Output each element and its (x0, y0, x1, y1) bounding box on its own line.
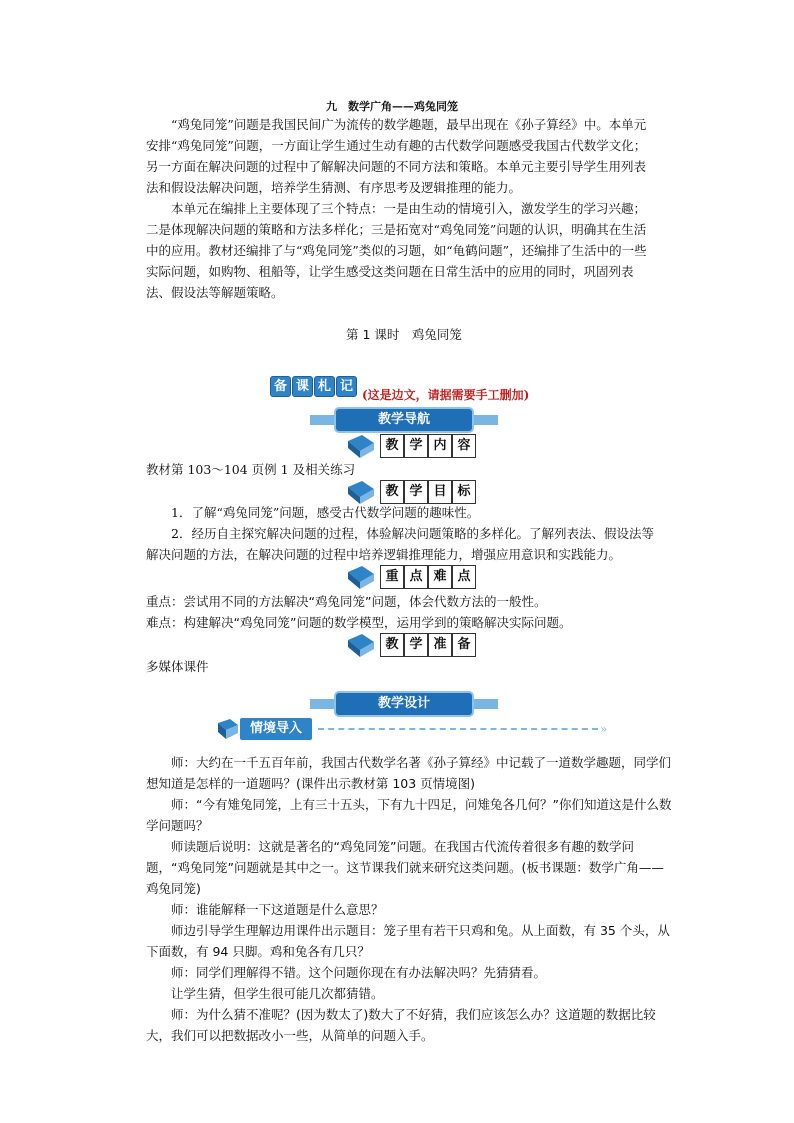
header-char: 教 (380, 434, 404, 458)
margin-note-hint: (这是边文，请据需要手工删加) (362, 388, 530, 402)
ribbon-label: 教学导航 (336, 409, 472, 431)
book-icon (346, 433, 376, 459)
header-char: 准 (428, 633, 452, 657)
ribbon-wing-right (468, 699, 498, 709)
goal-item: 1．了解“鸡兔同笼”问题，感受古代数学问题的趣味性。 (171, 505, 480, 520)
lesson-dialogue (146, 752, 676, 1046)
header-char: 学 (404, 434, 428, 458)
intro-paragraph: “鸡兔同笼”问题是我国民间广为流传的数学趣题，最早出现在《孙子算经》中。本单元安排“鸡兔同笼”问题，一方面让学生通过生动有趣的古代数学问题感受我国古代数学文化；另一方面在解决问题的过程中了解解决问题的不同方法和策略。本单元主要引导学生用列表法和假设法解决问题，培养学生猜测、有序思考及逻辑推理的能力。 (146, 117, 647, 195)
book-icon (216, 717, 240, 741)
badge-char: 备 (270, 376, 291, 397)
scenario-intro-label: 情境导入 (240, 718, 312, 740)
scenario-intro-header (216, 717, 607, 741)
header-char: 难 (428, 565, 452, 589)
dialogue-line: 师：为什么猜不准呢？(因为数太了)数大了不好猜，我们应该怎么办？这道题的数据比较大，我们可以把数据改小一些，从简单的问题入手。 (146, 1007, 656, 1043)
unit-intro (146, 114, 656, 303)
double-chevron-icon: » (600, 722, 608, 736)
header-char: 容 (452, 434, 476, 458)
intro-paragraph: 本单元在编排上主要体现了三个特点：一是由生动的情境引入，激发学生的学习兴趣；二是体现解决问题的策略和方法多样化；三是拓宽对“鸡兔同笼”问题的认识，明确其在生活中的应用。教材还编排了与“鸡兔同笼”类似的习题，如“龟鹤问题”，还编排了生活中的一些实际问题，如购物、租船等，让学生感受这类问题在日常生活中的应用的同时，巩固列表法、假设法等解题策略。 (146, 201, 647, 300)
section-header-prep (346, 632, 476, 658)
key-points-list (146, 591, 666, 633)
section-header-key-points (346, 564, 476, 590)
book-icon (346, 632, 376, 658)
unit-title: 九 数学广角——鸡兔同笼 (326, 100, 458, 113)
header-char: 教 (380, 480, 404, 504)
lesson-title: 第 1 课时 鸡兔同笼 (346, 327, 462, 342)
section-header-content (346, 433, 476, 459)
dialogue-line: 师读题后说明：这就是著名的“鸡兔同笼”问题。在我国古代流传着很多有趣的数学问题，“鸡兔同笼”问题就是其中之一。这节课我们就来研究这类问题。(板书课题：数学广角——鸡兔同笼) (146, 839, 664, 896)
dialogue-line: 师边引导学生理解边用课件出示题目：笼子里有若干只鸡和兔。从上面数，有 35 个头，从下面数，有 94 只脚。鸡和兔各有几只？ (146, 923, 670, 959)
header-char: 标 (452, 480, 476, 504)
dialogue-line: 师：大约在一千五百年前，我国古代数学名著《孙子算经》中记载了一道数学趣题，同学们想知道是怎样的一道题吗？(课件出示教材第 103 页情境图) (146, 755, 672, 791)
goal-item: 2．经历自主探究解决问题的过程，体验解决问题策略的多样化。了解列表法、假设法等解决问题的方法，在解决问题的过程中培养逻辑推理能力，增强应用意识和实践能力。 (146, 526, 654, 562)
dialogue-line: 师：谁能解释一下这道题是什么意思？ (171, 902, 384, 917)
header-char: 内 (428, 434, 452, 458)
dialogue-line: 让学生猜，但学生很可能几次都猜错。 (171, 986, 384, 1001)
badge-char: 札 (314, 376, 335, 397)
teaching-design-ribbon (336, 693, 472, 715)
goals-list (146, 502, 661, 565)
header-char: 学 (404, 480, 428, 504)
key-point-item: 难点：构建解决“鸡兔同笼”问题的数学模型，运用学到的策略解决实际问题。 (146, 615, 572, 630)
dialogue-line: 师：“今有雉兔同笼，上有三十五头，下有九十四足，问雉兔各几何？”你们知道这是什么数学问题吗？ (146, 797, 672, 833)
ribbon-label: 教学设计 (336, 693, 472, 715)
header-char: 点 (452, 565, 476, 589)
key-point-item: 重点：尝试用不同的方法解决“鸡兔同笼”问题，体会代数方法的一般性。 (146, 594, 547, 609)
ribbon-wing-right (468, 415, 498, 425)
badge-char: 记 (336, 376, 357, 397)
header-char: 备 (452, 633, 476, 657)
book-icon (346, 564, 376, 590)
badge-char: 课 (292, 376, 313, 397)
prep-text: 多媒体课件 (146, 659, 209, 674)
header-char: 目 (428, 480, 452, 504)
header-char: 重 (380, 565, 404, 589)
dashed-divider (318, 728, 598, 730)
content-text: 教材第 103～104 页例 1 及相关练习 (146, 462, 356, 477)
dialogue-line: 师：同学们理解得不错。这个问题你现在有办法解决吗？先猜猜看。 (171, 965, 547, 980)
teaching-nav-ribbon (336, 409, 472, 431)
header-char: 点 (404, 565, 428, 589)
header-char: 教 (380, 633, 404, 657)
header-char: 学 (404, 633, 428, 657)
lesson-note-badge (270, 376, 357, 397)
